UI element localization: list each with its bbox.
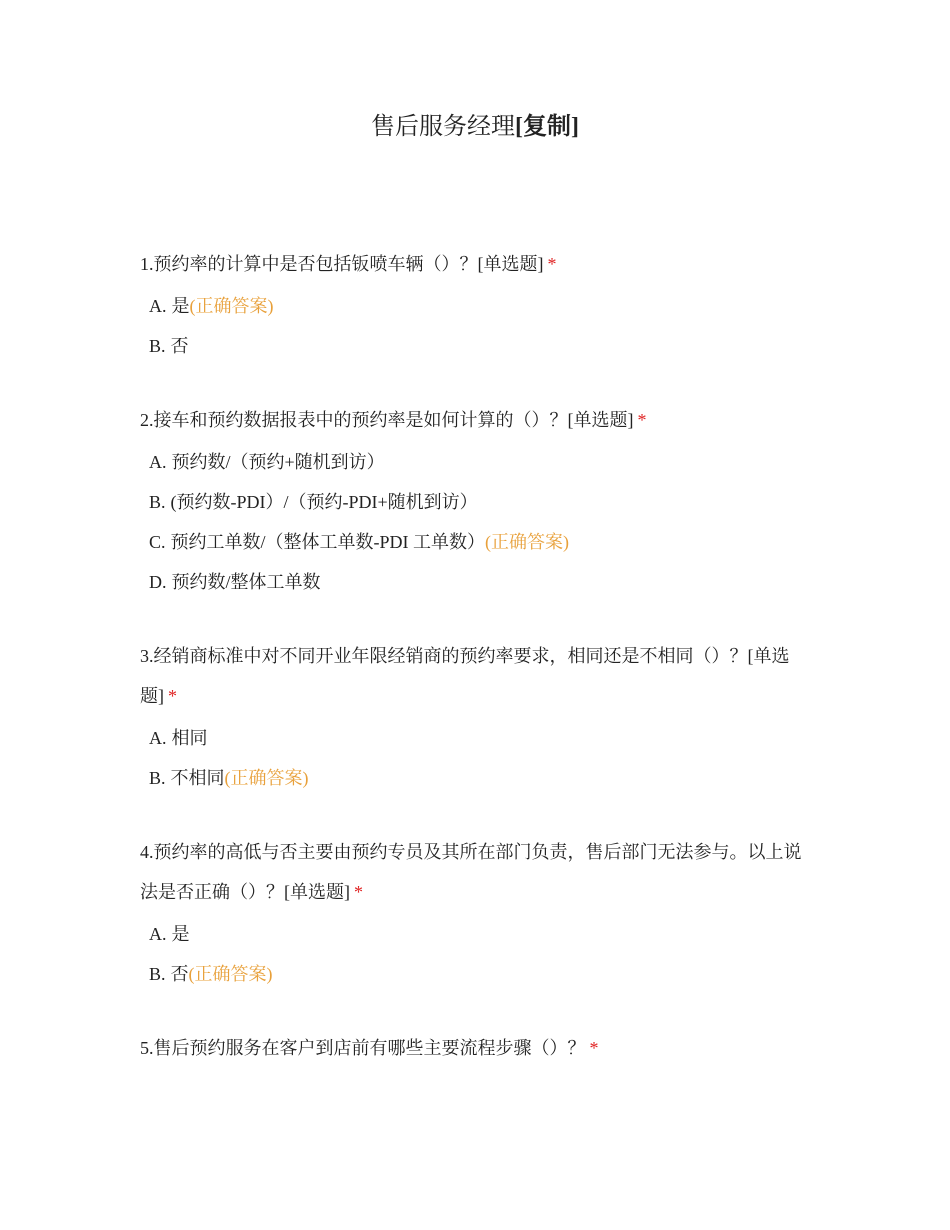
option-a[interactable] bbox=[140, 286, 812, 326]
question-text bbox=[140, 244, 812, 284]
option-b[interactable] bbox=[140, 326, 812, 366]
option-text: 预约工单数/（整体工单数-PDI 工单数） bbox=[170, 532, 486, 552]
option-letter: B. bbox=[149, 964, 166, 984]
question-3 bbox=[140, 636, 812, 798]
page-title bbox=[0, 110, 950, 144]
option-a[interactable] bbox=[140, 718, 812, 758]
question-text bbox=[140, 1028, 812, 1068]
question-label: 1.预约率的计算中是否包括钣喷车辆（）？[单选题] bbox=[140, 254, 544, 274]
option-a[interactable] bbox=[140, 442, 812, 482]
question-label: 4.预约率的高低与否主要由预约专员及其所在部门负责，售后部门无法参与。以上说法是否正确（）？[单选题] bbox=[140, 842, 802, 902]
option-a[interactable] bbox=[140, 914, 812, 954]
question-text bbox=[140, 400, 812, 440]
question-5 bbox=[140, 1028, 812, 1068]
option-b[interactable] bbox=[140, 758, 812, 798]
option-b[interactable] bbox=[140, 482, 812, 522]
required-marker: * bbox=[589, 1038, 599, 1058]
title-text: 售后服务经理 bbox=[371, 114, 515, 140]
option-c[interactable] bbox=[140, 522, 812, 562]
option-text: (预约数-PDI）/（预约-PDI+随机到访） bbox=[170, 492, 478, 512]
correct-answer-label: (正确答案) bbox=[189, 296, 274, 316]
question-4 bbox=[140, 832, 812, 994]
correct-answer-label: (正确答案) bbox=[485, 532, 570, 552]
title-suffix: [复制] bbox=[515, 114, 579, 140]
required-marker: * bbox=[547, 254, 557, 274]
question-label: 5.售后预约服务在客户到店前有哪些主要流程步骤（）？ bbox=[140, 1038, 586, 1058]
option-text: 否 bbox=[170, 964, 189, 984]
option-letter: D. bbox=[149, 572, 167, 592]
option-letter: A. bbox=[149, 296, 167, 316]
option-text: 相同 bbox=[171, 728, 208, 748]
option-text: 是 bbox=[171, 296, 190, 316]
option-letter: B. bbox=[149, 768, 166, 788]
option-text: 预约数/（预约+随机到访） bbox=[171, 452, 385, 472]
required-marker: * bbox=[354, 882, 363, 902]
option-text: 预约数/整体工单数 bbox=[171, 572, 321, 592]
question-text bbox=[140, 832, 812, 912]
question-list bbox=[140, 244, 812, 1102]
question-text bbox=[140, 636, 812, 716]
question-2 bbox=[140, 400, 812, 602]
required-marker: * bbox=[168, 686, 177, 706]
option-letter: A. bbox=[149, 452, 167, 472]
question-label: 2.接车和预约数据报表中的预约率是如何计算的（）？[单选题] bbox=[140, 410, 634, 430]
option-letter: A. bbox=[149, 728, 167, 748]
question-label: 3.经销商标准中对不同开业年限经销商的预约率要求，相同还是不相同（）？[单选题] bbox=[140, 646, 790, 706]
question-1 bbox=[140, 244, 812, 366]
option-letter: B. bbox=[149, 492, 166, 512]
option-b[interactable] bbox=[140, 954, 812, 994]
option-text: 是 bbox=[171, 924, 190, 944]
option-letter: B. bbox=[149, 336, 166, 356]
option-text: 不相同 bbox=[170, 768, 225, 788]
correct-answer-label: (正确答案) bbox=[188, 964, 273, 984]
option-d[interactable] bbox=[140, 562, 812, 602]
required-marker: * bbox=[637, 410, 647, 430]
option-letter: A. bbox=[149, 924, 167, 944]
option-text: 否 bbox=[170, 336, 189, 356]
option-letter: C. bbox=[149, 532, 166, 552]
correct-answer-label: (正确答案) bbox=[224, 768, 309, 788]
